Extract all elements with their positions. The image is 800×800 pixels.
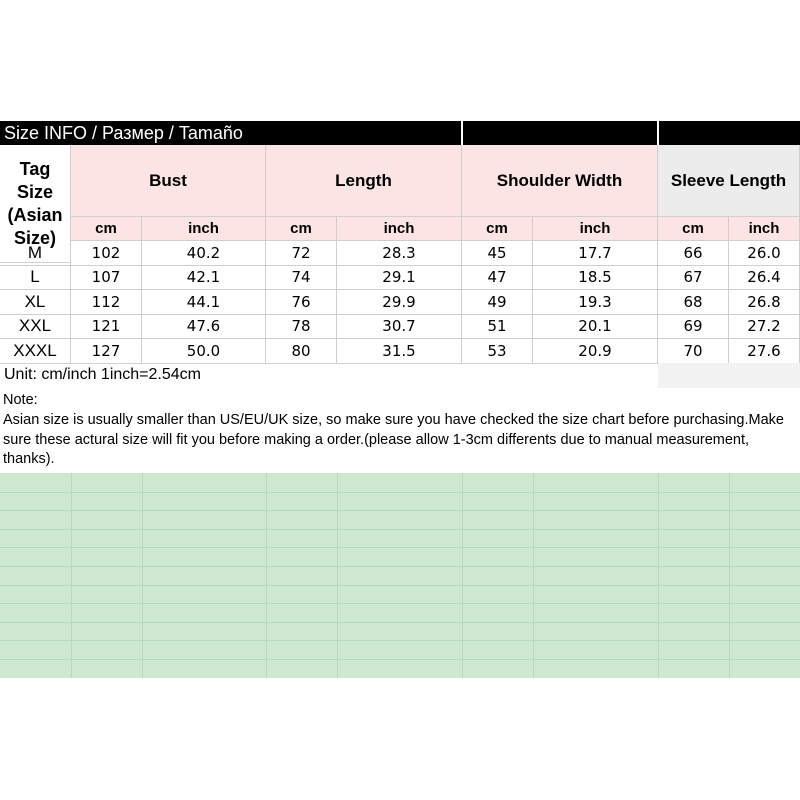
note-text: Asian size is usually smaller than US/EU/UK size, so make sure you have checked the size chart before purchasing.Make sure these actural size will fit you before making a order.(please allow 1-3cm differents due to manual measurement, thanks).: [3, 412, 784, 467]
group-header-bust: Bust: [71, 145, 266, 217]
size-label: XL: [0, 290, 71, 315]
table-cell: 29.1: [337, 266, 462, 291]
note-label: Note:: [3, 392, 38, 408]
table-cell: 27.6: [729, 339, 800, 364]
table-cell: 53: [462, 339, 533, 364]
table-cell: 26.8: [729, 290, 800, 315]
table-cell: 19.3: [533, 290, 658, 315]
size-label: M: [0, 241, 71, 266]
table-cell: 20.9: [533, 339, 658, 364]
grid-line: [0, 492, 800, 493]
table-cell: 30.7: [337, 315, 462, 340]
grid-line: [142, 473, 143, 678]
grid-line: [0, 585, 800, 586]
table-cell: 67: [658, 266, 729, 291]
grid-line: [729, 473, 730, 678]
empty-sheet-area: [0, 473, 800, 678]
table-cell: 49: [462, 290, 533, 315]
size-label: XXL: [0, 315, 71, 340]
grid-line: [71, 473, 72, 678]
table-cell: 70: [658, 339, 729, 364]
table-cell: 18.5: [533, 266, 658, 291]
table-cell: 26.4: [729, 266, 800, 291]
table-cell: 47: [462, 266, 533, 291]
grid-line: [533, 473, 534, 678]
size-label: XXXL: [0, 339, 71, 364]
table-cell: 74: [266, 266, 337, 291]
title-bar: [0, 121, 800, 145]
grid-line: [0, 659, 800, 660]
grid-line: [0, 603, 800, 604]
unit-header-length-inch: inch: [337, 217, 462, 241]
table-cell: 31.5: [337, 339, 462, 364]
grid-line: [0, 622, 800, 623]
table-cell: 17.7: [533, 241, 658, 266]
grid-line: [266, 473, 267, 678]
table-cell: 69: [658, 315, 729, 340]
unit-header-bust-cm: cm: [71, 217, 142, 241]
table-cell: 50.0: [142, 339, 266, 364]
chart-title: Size INFO / Размер / Tamaño: [4, 123, 243, 143]
table-cell: 27.2: [729, 315, 800, 340]
table-cell: 102: [71, 241, 142, 266]
grid-line: [0, 547, 800, 548]
grid-line: [0, 566, 800, 567]
grid-line: [0, 510, 800, 511]
unit-header-shoulder-inch: inch: [533, 217, 658, 241]
unit-header-shoulder-cm: cm: [462, 217, 533, 241]
unit-text: Unit: cm/inch 1inch=2.54cm: [4, 366, 201, 383]
table-cell: 47.6: [142, 315, 266, 340]
table-cell: 44.1: [142, 290, 266, 315]
table-cell: 68: [658, 290, 729, 315]
table-cell: 51: [462, 315, 533, 340]
unit-header-length-cm: cm: [266, 217, 337, 241]
table-cell: 42.1: [142, 266, 266, 291]
tag-size-header: Tag Size (Asian Size): [0, 145, 71, 263]
table-cell: 40.2: [142, 241, 266, 266]
unit-header-sleeve-cm: cm: [658, 217, 729, 241]
table-cell: 121: [71, 315, 142, 340]
group-header-length: Length: [266, 145, 462, 217]
grid-line: [0, 640, 800, 641]
unit-header-sleeve-inch: inch: [729, 217, 800, 241]
table-cell: 80: [266, 339, 337, 364]
table-cell: 66: [658, 241, 729, 266]
grid-line: [337, 473, 338, 678]
table-cell: 45: [462, 241, 533, 266]
grey-filler-cell: [658, 363, 800, 388]
group-header-shoulder-width: Shoulder Width: [462, 145, 658, 217]
table-cell: 26.0: [729, 241, 800, 266]
table-cell: 107: [71, 266, 142, 291]
table-cell: 127: [71, 339, 142, 364]
size-label: L: [0, 266, 71, 291]
table-cell: 76: [266, 290, 337, 315]
table-cell: 112: [71, 290, 142, 315]
table-cell: 72: [266, 241, 337, 266]
table-cell: 20.1: [533, 315, 658, 340]
table-cell: 28.3: [337, 241, 462, 266]
table-cell: 78: [266, 315, 337, 340]
grid-line: [462, 473, 463, 678]
table-cell: 29.9: [337, 290, 462, 315]
group-header-sleeve-length: Sleeve Length: [658, 145, 800, 217]
grid-line: [658, 473, 659, 678]
unit-header-bust-inch: inch: [142, 217, 266, 241]
grid-line: [0, 529, 800, 530]
